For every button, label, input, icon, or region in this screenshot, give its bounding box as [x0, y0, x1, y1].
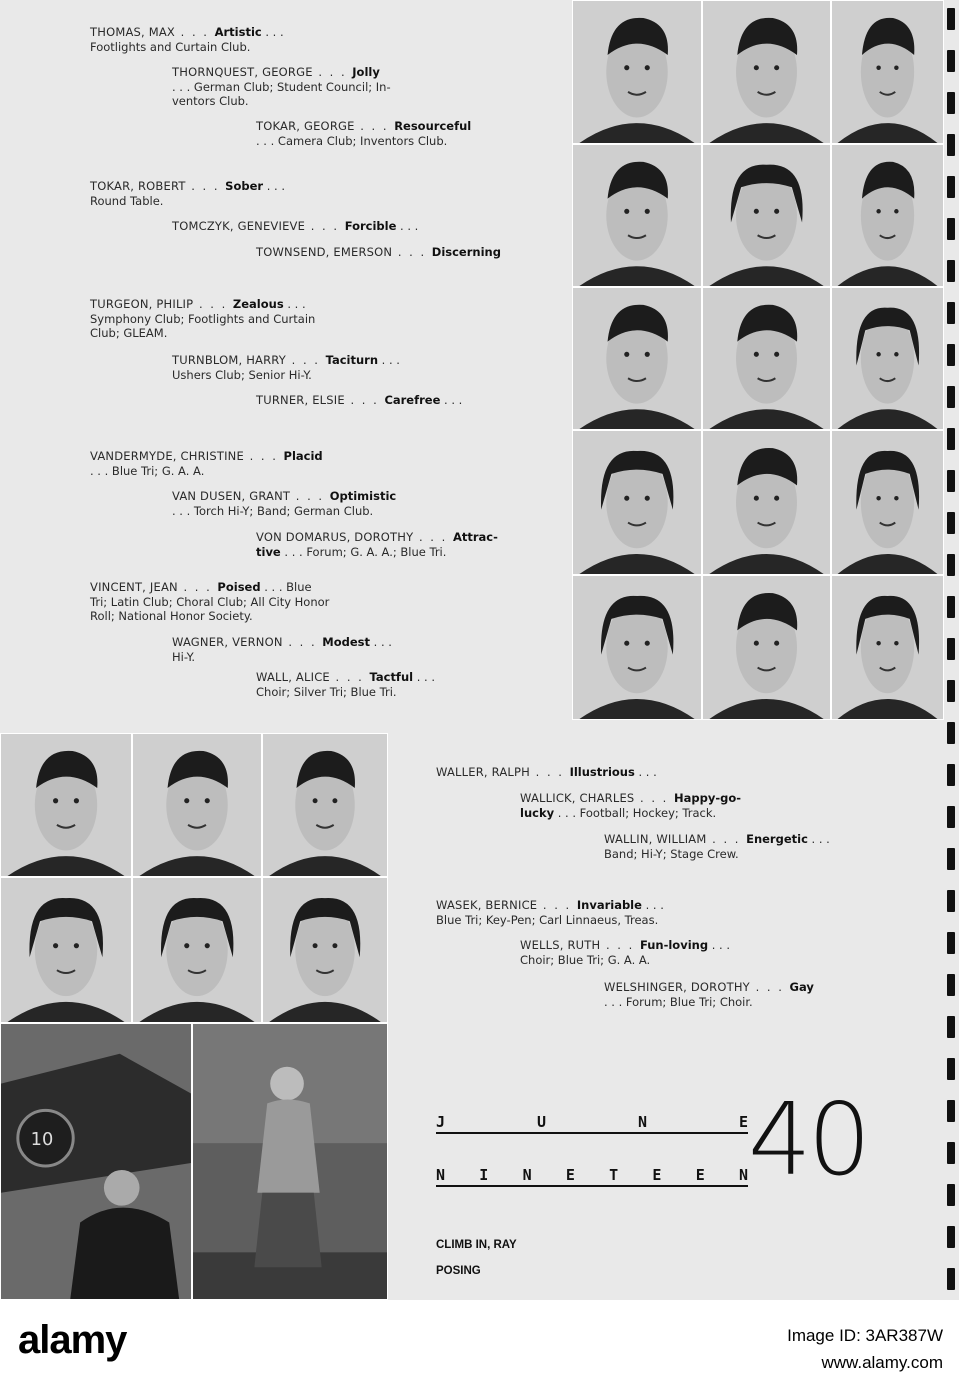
- student-name: WALLICK, CHARLES: [520, 791, 635, 805]
- senior-entry: WALLICK, CHARLES . . . Happy-go- lucky . . . Football; Hockey; Track.: [520, 791, 742, 820]
- binding-ring: [947, 134, 955, 156]
- binding-ring: [947, 1226, 955, 1248]
- student-trait: Resourceful: [394, 119, 472, 133]
- senior-entry: THOMAS, MAX . . . Artistic . . . Footlights and Curtain Club.: [90, 25, 284, 54]
- binding-ring: [947, 1268, 955, 1290]
- student-portrait: [702, 0, 831, 144]
- student-trait: Optimistic: [329, 489, 397, 503]
- student-activities: Choir; Blue Tri; G. A. A.: [520, 952, 651, 967]
- senior-entry: WALL, ALICE . . . Tactful . . . Choir; Silver Tri; Blue Tri.: [256, 670, 436, 699]
- student-activities: . . . Forum; G. A. A.; Blue Tri.: [280, 544, 447, 559]
- trait-tail: . . .: [708, 938, 731, 952]
- student-trait: Discerning: [431, 245, 501, 259]
- student-name: TOKAR, GEORGE: [256, 119, 355, 133]
- senior-entry: TOWNSEND, EMERSON . . . Discerning: [256, 245, 501, 259]
- senior-entry: THORNQUEST, GEORGE . . . Jolly . . . German Club; Student Council; In- ventors Club.: [172, 65, 391, 108]
- binding-ring: [947, 1058, 955, 1080]
- binding-ring: [947, 1184, 955, 1206]
- snapshot-posing: [192, 1023, 388, 1300]
- student-portrait: [831, 144, 944, 287]
- student-name: TURNBLOM, HARRY: [172, 353, 286, 367]
- binding-ring: [947, 680, 955, 702]
- student-activities: . . . Camera Club; Inventors Club.: [256, 133, 448, 148]
- student-name: WASEK, BERNICE: [436, 898, 538, 912]
- binding-ring: [947, 1142, 955, 1164]
- binding-ring: [947, 344, 955, 366]
- heading-letter: E: [652, 1166, 662, 1184]
- heading-letter: N: [638, 1113, 648, 1131]
- senior-entry: WELSHINGER, DOROTHY . . . Gay . . . Forum; Blue Tri; Choir.: [604, 980, 814, 1009]
- student-trait: Forcible: [344, 219, 397, 233]
- student-activities: . . . Blue Tri; G. A. A.: [90, 463, 205, 478]
- student-trait: Artistic: [214, 25, 262, 39]
- caption-climb-in: CLIMB IN, RAY: [436, 1239, 517, 1251]
- trait-tail: . . .: [440, 393, 463, 407]
- student-name: WELLS, RUTH: [520, 938, 601, 952]
- binding-ring: [947, 218, 955, 240]
- student-name: WALLER, RALPH: [436, 765, 530, 779]
- binding-ring: [947, 386, 955, 408]
- student-portrait: [702, 575, 831, 720]
- student-portrait: [702, 144, 831, 287]
- student-portrait: [702, 430, 831, 575]
- binding-ring: [947, 596, 955, 618]
- heading-letter: E: [695, 1166, 705, 1184]
- student-portrait: [572, 144, 702, 287]
- trait-tail: . . . Blue: [260, 580, 312, 594]
- student-activities: . . . Forum; Blue Tri; Choir.: [604, 994, 753, 1009]
- student-activities: Symphony Club; Footlights and Curtain Club; GLEAM.: [90, 311, 316, 340]
- binding-ring: [947, 638, 955, 660]
- student-trait: Fun-loving: [639, 938, 709, 952]
- student-name: TURNER, ELSIE: [256, 393, 345, 407]
- student-name: TOKAR, ROBERT: [90, 179, 186, 193]
- binding-ring: [947, 92, 955, 114]
- student-activities: Blue Tri; Key-Pen; Carl Linnaeus, Treas.: [436, 912, 659, 927]
- binding-ring: [947, 848, 955, 870]
- senior-entry: WELLS, RUTH . . . Fun-loving . . . Choir; Blue Tri; G. A. A.: [520, 938, 731, 967]
- student-portrait: [572, 430, 702, 575]
- trait-tail: . . .: [807, 832, 830, 846]
- trait-tail: . . .: [396, 219, 419, 233]
- binding-ring: [947, 764, 955, 786]
- snapshot-climb-in: [0, 1023, 192, 1300]
- student-portrait: [831, 575, 944, 720]
- binding-ring: [947, 50, 955, 72]
- trait-tail: . . .: [263, 179, 285, 193]
- heading-letter: T: [609, 1166, 619, 1184]
- student-activities: . . . German Club; Student Council; In- ventors Club.: [172, 79, 391, 108]
- student-name: WAGNER, VERNON: [172, 635, 283, 649]
- senior-entry: TOKAR, GEORGE . . . Resourceful . . . Camera Club; Inventors Club.: [256, 119, 472, 148]
- senior-entry: WAGNER, VERNON . . . Modest . . . Hi-Y.: [172, 635, 392, 664]
- senior-entry: TURNER, ELSIE . . . Carefree . . .: [256, 393, 463, 407]
- student-activities: . . . Football; Hockey; Track.: [554, 805, 717, 820]
- student-trait: Invariable: [576, 898, 642, 912]
- trait-tail: . . .: [413, 670, 436, 684]
- binding-ring: [947, 8, 955, 30]
- student-activities: Tri; Latin Club; Choral Club; All City Honor Roll; National Honor Society.: [90, 594, 330, 623]
- binding-ring: [947, 470, 955, 492]
- student-name: VINCENT, JEAN: [90, 580, 178, 594]
- binding-ring: [947, 974, 955, 996]
- trait-continued: lucky: [520, 805, 555, 820]
- student-trait: Zealous: [232, 297, 284, 311]
- student-portrait: [572, 575, 702, 720]
- student-portrait: [572, 287, 702, 430]
- senior-entry: TURGEON, PHILIP . . . Zealous . . . Symphony Club; Footlights and Curtain Club; GLEAM.: [90, 297, 316, 340]
- alamy-url: www.alamy.com: [821, 1353, 943, 1372]
- senior-entry: WASEK, BERNICE . . . Invariable . . . Blue Tri; Key-Pen; Carl Linnaeus, Treas.: [436, 898, 664, 927]
- student-trait: Placid: [283, 449, 323, 463]
- student-name: THOMAS, MAX: [90, 25, 175, 39]
- binding-ring: [947, 1016, 955, 1038]
- svg-text:10: 10: [30, 1129, 54, 1151]
- binding-ring: [947, 1100, 955, 1122]
- trait-tail: . . .: [378, 353, 400, 367]
- heading-letter: E: [739, 1113, 749, 1131]
- student-trait: Happy-go-: [674, 791, 742, 805]
- rule-bottom: [436, 1185, 748, 1187]
- student-trait: Sober: [225, 179, 264, 193]
- student-name: THORNQUEST, GEORGE: [172, 65, 313, 79]
- binding-ring: [947, 722, 955, 744]
- senior-entry: VON DOMARUS, DOROTHY . . . Attrac- tive . . . Forum; G. A. A.; Blue Tri.: [256, 530, 498, 559]
- binding-ring: [947, 512, 955, 534]
- heading-letter: U: [537, 1113, 547, 1131]
- student-portrait: [831, 287, 944, 430]
- senior-entry: TOKAR, ROBERT . . . Sober . . . Round Table.: [90, 179, 285, 208]
- student-activities: Ushers Club; Senior Hi-Y.: [172, 367, 312, 382]
- binding-ring: [947, 890, 955, 912]
- binding-ring: [947, 806, 955, 828]
- student-portrait: [572, 0, 702, 144]
- trait-continued: tive: [256, 544, 281, 559]
- binding-ring: [947, 932, 955, 954]
- student-name: VAN DUSEN, GRANT: [172, 489, 291, 503]
- year-forty: 40: [748, 1081, 868, 1198]
- heading-letter: N: [522, 1166, 532, 1184]
- student-portrait: [262, 733, 388, 877]
- student-name: WALL, ALICE: [256, 670, 330, 684]
- student-name: TOWNSEND, EMERSON: [256, 245, 393, 259]
- student-trait: Jolly: [352, 65, 380, 79]
- student-portrait: [831, 430, 944, 575]
- student-trait: Poised: [217, 580, 261, 594]
- student-activities: Round Table.: [90, 193, 164, 208]
- binding-ring: [947, 554, 955, 576]
- heading-letter: N: [436, 1166, 446, 1184]
- student-name: VANDERMYDE, CHRISTINE: [90, 449, 244, 463]
- heading-letter: E: [565, 1166, 575, 1184]
- binding-ring: [947, 428, 955, 450]
- student-trait: Energetic: [746, 832, 808, 846]
- caption-posing: POSING: [436, 1265, 481, 1277]
- binding-ring: [947, 176, 955, 198]
- student-activities: . . . Torch Hi-Y; Band; German Club.: [172, 503, 374, 518]
- student-portrait: [132, 877, 262, 1023]
- student-name: WELSHINGER, DOROTHY: [604, 980, 750, 994]
- student-name: TURGEON, PHILIP: [90, 297, 194, 311]
- senior-entry: WALLIN, WILLIAM . . . Energetic . . . Band; Hi-Y; Stage Crew.: [604, 832, 830, 861]
- student-name: WALLIN, WILLIAM: [604, 832, 707, 846]
- trait-tail: . . .: [261, 25, 284, 39]
- student-portrait: [831, 0, 944, 144]
- senior-entry: WALLER, RALPH . . . Illustrious . . .: [436, 765, 657, 779]
- student-activities: Choir; Silver Tri; Blue Tri.: [256, 684, 397, 699]
- student-portrait: [262, 877, 388, 1023]
- student-activities: Band; Hi-Y; Stage Crew.: [604, 846, 739, 861]
- senior-entry: VAN DUSEN, GRANT . . . Optimistic . . . Torch Hi-Y; Band; German Club.: [172, 489, 397, 518]
- binding-ring: [947, 302, 955, 324]
- heading-letter: I: [479, 1166, 489, 1184]
- senior-entry: TURNBLOM, HARRY . . . Taciturn . . . Ushers Club; Senior Hi-Y.: [172, 353, 400, 382]
- binding-ring: [947, 260, 955, 282]
- alamy-logo: alamy: [18, 1318, 127, 1362]
- student-portrait: [132, 733, 262, 877]
- student-trait: Carefree: [384, 393, 441, 407]
- student-portrait: [0, 733, 132, 877]
- student-name: VON DOMARUS, DOROTHY: [256, 530, 414, 544]
- student-activities: Footlights and Curtain Club.: [90, 39, 251, 54]
- senior-entry: VANDERMYDE, CHRISTINE . . . Placid . . . Blue Tri; G. A. A.: [90, 449, 323, 478]
- heading-letter: J: [436, 1113, 446, 1131]
- student-name: TOMCZYK, GENEVIEVE: [172, 219, 306, 233]
- student-portrait: [702, 287, 831, 430]
- trait-tail: . . .: [641, 898, 664, 912]
- student-activities: Hi-Y.: [172, 649, 195, 664]
- student-trait: Tactful: [369, 670, 414, 684]
- student-trait: Modest: [322, 635, 370, 649]
- trait-tail: . . .: [283, 297, 306, 311]
- student-trait: Illustrious: [569, 765, 635, 779]
- student-trait: Attrac-: [452, 530, 498, 544]
- student-trait: Gay: [789, 980, 814, 994]
- student-trait: Taciturn: [325, 353, 379, 367]
- heading-letter: N: [739, 1166, 749, 1184]
- senior-entry: VINCENT, JEAN . . . Poised . . . Blue Tri; Latin Club; Choral Club; All City Honor Roll; National Honor Society.: [90, 580, 330, 623]
- senior-entry: TOMCZYK, GENEVIEVE . . . Forcible . . .: [172, 219, 419, 233]
- student-portrait: [0, 877, 132, 1023]
- trait-tail: . . .: [634, 765, 657, 779]
- trait-tail: . . .: [369, 635, 392, 649]
- image-id: Image ID: 3AR387W: [787, 1326, 943, 1345]
- rule-top: [436, 1132, 748, 1134]
